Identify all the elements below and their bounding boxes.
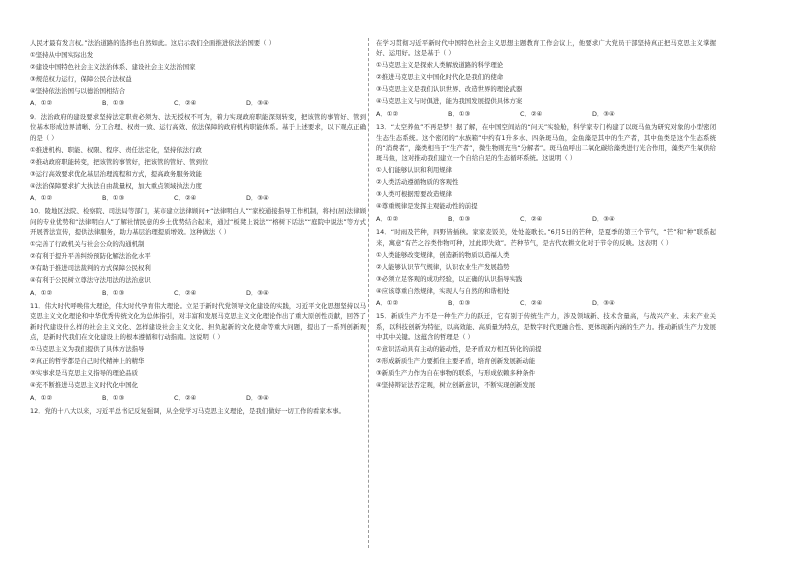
choice-a[interactable]: A．①② <box>30 288 53 297</box>
q8-item: ④坚持依法治国与以德治国相结合 <box>30 87 126 95</box>
q10-item: ①完善了行政机关与社会公众的沟通机制 <box>30 240 145 249</box>
q10-choices <box>30 288 366 298</box>
choice-c[interactable]: C．②④ <box>520 109 543 118</box>
choice-a[interactable]: A．①② <box>30 194 53 203</box>
q9-item: ③运行高效要求优化基层治理流程和方式，提高政务服务效能 <box>30 169 202 178</box>
choice-a[interactable]: A．①② <box>376 299 399 308</box>
choice-a[interactable]: A．①② <box>30 393 53 402</box>
q12-item: ③马克思主义是我们认识世界、改造世界的理论武器 <box>376 85 523 94</box>
q15-item: ②形成新质生产力要抓住主要矛盾，培育创新发展新动能 <box>376 357 536 366</box>
q10-item: ②有利于提升平善纠纷预防化解法治化水平 <box>30 252 151 261</box>
choice-b[interactable]: B．①③ <box>102 194 125 203</box>
q14-item: ②人能够认识节气规律，认识农业生产发展趋势 <box>376 262 510 271</box>
choice-a[interactable]: A．①② <box>376 109 399 118</box>
choice-c[interactable]: C．②④ <box>174 99 197 108</box>
q14-item: ③必须立足客观的成功经验，以正确的认识指导实践 <box>376 274 523 283</box>
q13-item: ①人们能够认识和利用规律 <box>376 166 453 175</box>
choice-b[interactable]: B．①③ <box>102 99 125 108</box>
q11-item: ③实事求是马克思主义指导的理论品质 <box>30 369 138 378</box>
q9-item: ①推进机构、职能、权限、程序、责任法定化，坚持依法行政 <box>30 145 202 154</box>
q15-item: ④坚持辩证法否定观，树立创新意识，不断实现创新发展 <box>376 381 536 390</box>
q13-choices <box>376 214 716 224</box>
q10-stem: 10．陵地区法院、检察院、司法局等部门，某市建立法律顾问+“法律明白人”“家校通接指导工作机制，将村(居)法律顾问的专业优势和“法律明白人”了解社情民意的乡土优势结合起来，通过“板凳上说法”“榕树下话法”“庭院中说法”等方式开展普法宣传，提供法律服务，助力基层治理提质增效。这种做法（ ） <box>30 207 366 237</box>
right-column <box>376 38 716 392</box>
q12-stem-cont: 在学习贯彻习近平新时代中国特色社会主义思想主题教育工作会议上，他要求广大党员干部坚持真正把马克思主义掌握好、运用好。这是基于（ ） <box>376 39 716 58</box>
q8-choices <box>30 98 366 108</box>
q11-item: ④充不断推进马克思主义时代化中国化 <box>30 381 138 390</box>
q8-item: ①坚持从中国实际出发 <box>30 51 94 59</box>
q8-stem-tail: 人民才最有发言权。”法治道路的选择也自然如此。这启示我们全面推进依法治国要（ ） <box>30 39 275 47</box>
q14-stem: 14．“时雨及芒种，四野皆插秧。家家麦饭美，处处菱歌长。”6月5日的芒种，是夏季的第三个节气，“芒”和“种”联系起来，寓意“有芒之谷类作物可种，过此即失效”。芒种节气，是古代农耕文化对于节令的反映。这表明（ ） <box>376 228 716 247</box>
q14-item: ①人类能够改变规律，创造新的物质以造福人类 <box>376 250 510 259</box>
choice-d[interactable]: D．③④ <box>246 99 269 108</box>
q8-item: ②建设中国特色社会主义法治体系、建设社会主义法治国家 <box>30 63 196 71</box>
q12-choices <box>376 109 716 119</box>
choice-d[interactable]: D．③④ <box>246 194 269 203</box>
q10-item: ③有助于推进司法裁判的方式保障公民权利 <box>30 264 151 273</box>
choice-d[interactable]: D．③④ <box>246 393 269 402</box>
q15-stem: 15．新质生产力不是一种生产力的跃迁，它有别于传统生产力，涉及领域新、技术含量高，与战兴产业、未来产业关系，以科技创新为特征，以高效能、高质量为特点，是数字时代更融合性、更体现新内涵的生产力。推动新质生产力发展中其中关键。这蕴含的哲理是（ ） <box>376 312 716 342</box>
choice-c[interactable]: C．②④ <box>520 214 543 223</box>
q11-item: ①马克思主义为我们提供了具体方法指导 <box>30 345 145 354</box>
q9-choices <box>30 193 366 203</box>
q9-item: ②推动政府职能转变，把该管的事管好，把该管的管好、管到位 <box>30 157 209 166</box>
choice-b[interactable]: B．①③ <box>448 299 471 308</box>
choice-c[interactable]: C．②④ <box>174 393 197 402</box>
q13-item: ③人类可根据需要改造规律 <box>376 190 453 199</box>
choice-c[interactable]: C．②④ <box>174 288 197 297</box>
choice-d[interactable]: D．③④ <box>592 299 615 308</box>
choice-d[interactable]: D．③④ <box>246 288 269 297</box>
q9-item: ④法治保障要求扩大执法自由裁量权，加大重点领域执法力度 <box>30 181 202 190</box>
choice-b[interactable]: B．①③ <box>448 214 471 223</box>
q11-choices <box>30 393 366 403</box>
q13-item: ②人类活动遵循物质的客观性 <box>376 178 459 187</box>
q11-item: ②真正的哲学都是自己时代精神上的精华 <box>30 357 145 366</box>
column-divider <box>368 38 369 548</box>
q15-item: ③新质生产力作为自在事物的联系，与形成依赖多种条件 <box>376 369 536 378</box>
q15-item: ①意识活动具有主动的能动性，是矛盾双方相互转化的前提 <box>376 345 542 354</box>
choice-b[interactable]: B．①③ <box>102 393 125 402</box>
q12-item: ①马克思主义是探索人类解放道路的科学理论 <box>376 61 504 70</box>
choice-a[interactable]: A．①② <box>30 99 53 108</box>
choice-a[interactable]: A．①② <box>376 214 399 223</box>
q11-stem: 11．伟大时代呼唤伟大理论，伟大时代孕育伟大理论。立足于新时代党领导文化建设的实践，习近平文化思想坚持以马克思主义文化理论和中华优秀传统文化为总体指引，对丰富和发展马克思主义文化理论作出了重大原创性贡献，回答了新时代建设什么样的社会主义文化、怎样建设社会主义文化、担负起新的文化使命等重大问题，提出了一系列创新观点，是新时代我们在文化建设上的根本遵循和行动指南。这说明（ ） <box>30 302 366 342</box>
q12-item: ④马克思主义与时俱进，能为我国发展提供具体方案 <box>376 97 523 106</box>
left-column <box>30 38 366 418</box>
choice-c[interactable]: C．②④ <box>174 194 197 203</box>
choice-b[interactable]: B．①③ <box>102 288 125 297</box>
q12-stem: 12．党的十八大以来，习近平总书记反复强调，从全党学习马克思主义理论，是我们做好一切工作的看家本事。 <box>30 407 345 416</box>
q14-choices <box>376 298 716 308</box>
q12-item: ②推进马克思主义中国化时代化是我们的使命 <box>376 73 504 82</box>
q13-stem: 13．“太空养鱼”不再是梦！据了解，在中国空间站的“问天”实验舱，科学家专门构建了以斑马鱼为研究对象的小型密闭生态生态系统。这个密闭的“水族箱”中约有1升多水、四条斑马鱼，金鱼藻是其中的生产者，其中鱼类是这个生态系统的“消费者”，藻类相当于“生产者”，微生物则充当“分解者”。斑马鱼呼出二氧化碳给藻类进行光合作用，藻类产生氧供给斑马鱼，这对推动我们建立一个自给自足的生态循环系统。这说明（ ） <box>376 123 716 163</box>
choice-d[interactable]: D．③④ <box>592 109 615 118</box>
choice-d[interactable]: D．③④ <box>592 214 615 223</box>
choice-b[interactable]: B．①③ <box>448 109 471 118</box>
choice-c[interactable]: C．②④ <box>520 299 543 308</box>
q13-item: ④尊重规律是发挥主观能动性的前提 <box>376 202 478 211</box>
q10-item: ④有利于公民树立尊法守法用法的法治意识 <box>30 276 151 285</box>
q8-item: ③规范权力运行，保障公民合法权益 <box>30 75 132 83</box>
q9-stem: 9．法治政府的建设要求坚持法定职责必须为、法无授权不可为，着力实现政府职能深刻转变，把该管的事管好、管到位基本形成边界清晰、分工合理、权责一致、运行高效、依法保障的政府机构职能体系。基于上述要求，以下观点正确的是（ ） <box>30 112 366 142</box>
q14-item: ④应该尊重自然规律，实现人与自然的和谐相处 <box>376 286 510 295</box>
